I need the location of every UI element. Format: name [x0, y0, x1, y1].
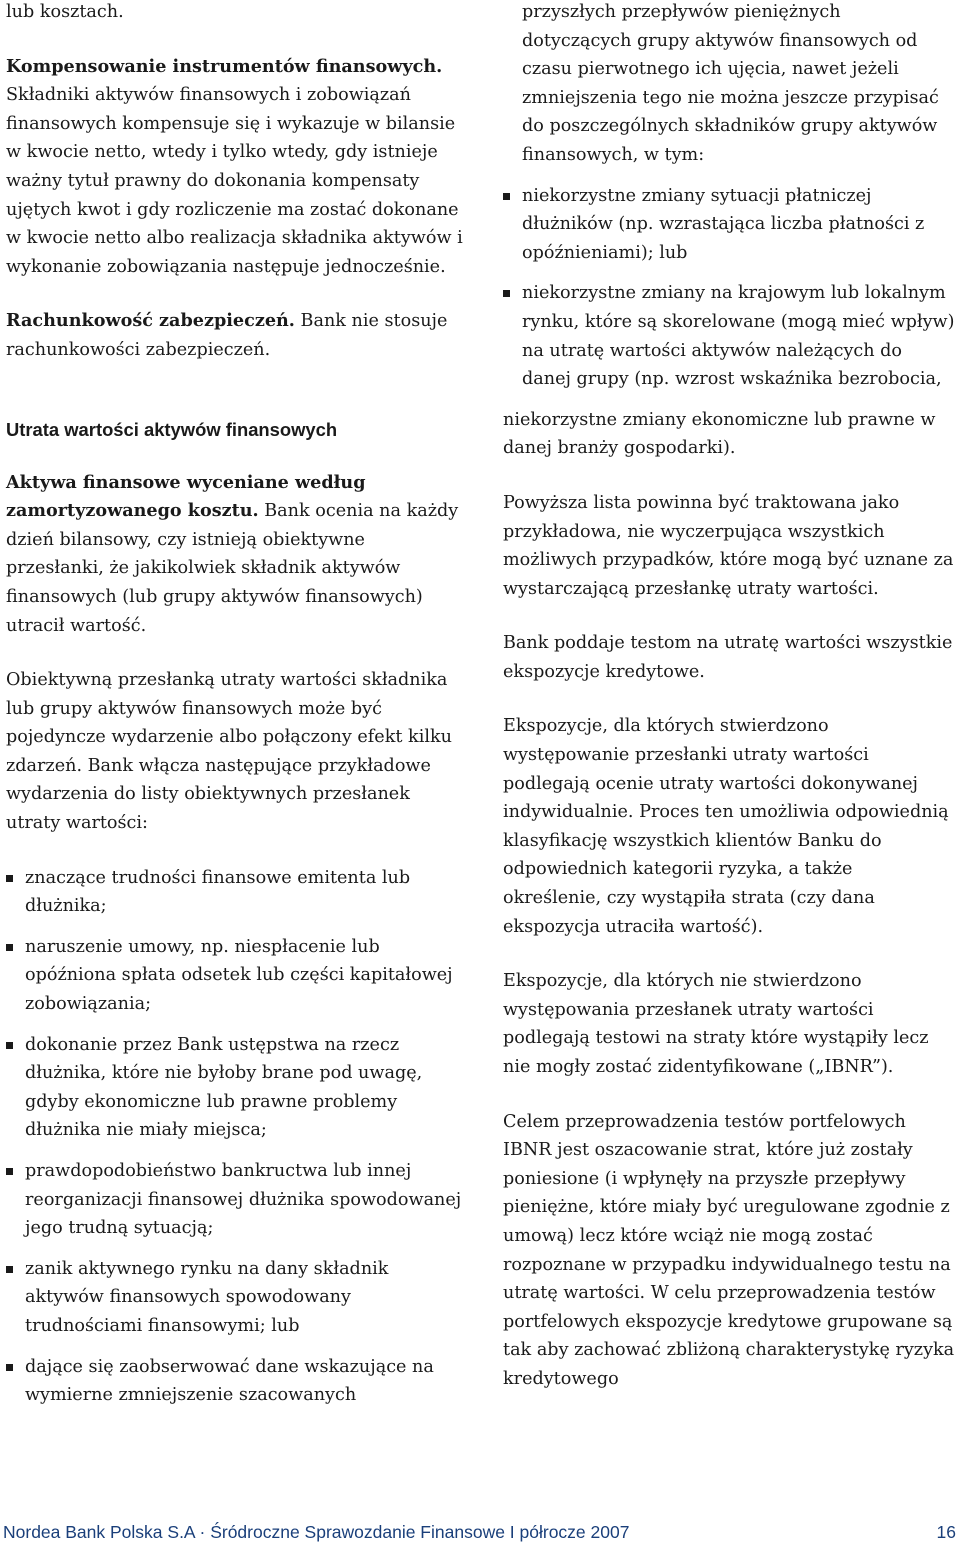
right-paragraph-1: niekorzystne zmiany ekonomiczne lub prawne w danej branży gospodarki).	[503, 409, 936, 459]
list-item	[6, 1353, 468, 1410]
square-bullet-icon	[6, 944, 13, 951]
compensation-body: Składniki aktywów finansowych i zobowiązań finansowych kompensuje się i wykazuje w bilansie w kwocie netto, wtedy i tylko wtedy, gdy istnieje ważny tytuł prawny do dokonania kompensaty ujętych kwot i gdy rozliczenie ma zostać dokonane w kwocie netto albo realizacja składnika aktywów i wykonanie zobowiązania następuje jednocześnie.	[6, 85, 463, 277]
section-heading: Utrata wartości aktywów finansowych	[6, 418, 338, 440]
page-footer	[0, 1518, 960, 1547]
list-item-text: zanik aktywnego rynku na dany składnik aktywów finansowych spowodowany trudnościami finansowymi; lub	[25, 1258, 389, 1336]
list-item-text: znaczące trudności finansowe emitenta lub dłużnika;	[25, 867, 411, 917]
square-bullet-icon	[6, 1168, 13, 1175]
list-item	[6, 1255, 468, 1341]
left-bullet-list	[6, 864, 468, 1410]
list-item	[6, 1157, 468, 1243]
list-item-text: prawdopodobieństwo bankructwa lub innej reorganizacji finansowej dłużnika spowodowanej jego trudną sytuacją;	[25, 1161, 462, 1239]
list-item	[6, 933, 468, 1019]
left-paragraph-0: lub kosztach.	[6, 2, 124, 22]
amortized-body: Bank ocenia na każdy dzień bilansowy, czy istnieją obiektywne przesłanki, że jakikolwiek składnik aktywów finansowych (lub grupy aktywów finansowych) utracił wartość.	[6, 501, 459, 636]
left-paragraph-compensation	[6, 53, 468, 282]
list-item-text: niekorzystne zmiany na krajowym lub lokalnym rynku, które są skorelowane (mogą mieć wpływ) na utratę wartości aktywów należących do danej grupy (np. wzrost wskaźnika bezrobocia,	[522, 283, 955, 390]
list-item-text: dające się zaobserwować dane wskazujące na wymierne zmniejszenie szacowanych	[25, 1356, 434, 1406]
amortized-title: Aktywa finansowe wyceniane według zamortyzowanego kosztu.	[6, 471, 366, 522]
left-paragraph-hedging	[6, 307, 468, 364]
right-paragraph-3: Bank poddaje testom na utratę wartości wszystkie ekspozycje kredytowe.	[503, 633, 953, 682]
square-bullet-icon	[6, 1266, 13, 1273]
right-paragraph-4: Ekspozycje, dla których stwierdzono występowanie przesłanki utraty wartości podlegają ocenie utraty wartości dokonywanej indywidualnie. Proces ten umożliwia odpowiednią klasyfikację wszystkich klientów Banku do odpowiednich kategorii ryzyka, a także określenie, czy wystąpiła strata (czy dana ekspozycja utraciła wartość).	[503, 716, 949, 937]
hedging-title: Rachunkowość zabezpieczeń.	[6, 310, 295, 332]
list-item	[6, 1031, 468, 1145]
list-item	[503, 279, 955, 393]
square-bullet-icon	[6, 875, 13, 882]
list-item	[6, 864, 468, 921]
square-bullet-icon	[503, 290, 510, 297]
footer-text: Nordea Bank Polska S.A · Śródroczne Sprawozdanie Finansowe I półrocze 2007	[3, 1522, 630, 1542]
compensation-title: Kompensowanie instrumentów finansowych.	[6, 55, 443, 77]
list-item-text: niekorzystne zmiany sytuacji płatniczej dłużników (np. wzrastająca liczba płatności z opóźnieniami); lub	[522, 185, 925, 263]
square-bullet-icon	[6, 1364, 13, 1371]
list-item	[503, 182, 955, 268]
right-paragraph-5: Ekspozycje, dla których nie stwierdzono występowania przesłanek utraty wartości podlegają testowi na straty które wystąpiły lecz nie mogły zostać zidentyfikowane („IBNR”).	[503, 971, 929, 1077]
right-paragraph-6: Celem przeprowadzenia testów portfelowych IBNR jest oszacowanie strat, które już zostały poniesione (i wpłynęły na przyszłe przepływy pieniężne, które miały być uregulowane zgodnie z umową) lecz które wciąż nie mogą zostać rozpoznane w przypadku indywidualnego testu na utratę wartości. W celu przeprowadzenia testów portfelowych ekspozycje kredytowe grupowane są tak aby zachować zbliżoną charakterystykę ryzyka kredytowego	[503, 1111, 955, 1389]
left-column	[6, 0, 468, 1410]
right-column	[503, 0, 955, 1394]
hedging-body: Bank nie stosuje rachunkowości zabezpieczeń.	[6, 311, 448, 360]
list-item-text: dokonanie przez Bank ustępstwa na rzecz dłużnika, które nie byłoby brane pod uwagę, gdyby ekonomiczne lub prawne problemy dłużnika nie miały miejsca;	[25, 1034, 423, 1141]
square-bullet-icon	[503, 193, 510, 200]
list-item-text: naruszenie umowy, np. niespłacenie lub opóźniona spłata odsetek lub części kapitałowej zobowiązania;	[25, 936, 453, 1015]
page-number: 16	[936, 1522, 956, 1542]
right-bullet-list	[503, 182, 955, 394]
left-paragraph-objective: Obiektywną przesłanką utraty wartości składnika lub grupy aktywów finansowych może być pojedyncze wydarzenie albo połączony efekt kilku zdarzeń. Bank włącza następujące przykładowe wydarzenia do listy obiektywnych przesłanek utraty wartości:	[6, 670, 452, 834]
right-paragraph-0: przyszłych przepływów pieniężnych dotyczących grupy aktywów finansowych od czasu pierwotnego ich ujęcia, nawet jeżeli zmniejszenia tego nie można jeszcze przypisać do poszczególnych składników grupy aktywów finansowych, w tym:	[522, 2, 939, 165]
left-paragraph-amortized	[6, 469, 468, 641]
square-bullet-icon	[6, 1042, 13, 1049]
right-paragraph-2: Powyższa lista powinna być traktowana jako przykładowa, nie wyczerpująca wszystkich możliwych przypadków, które mogą być uznane za wystarczającą przesłankę utraty wartości.	[503, 492, 954, 599]
